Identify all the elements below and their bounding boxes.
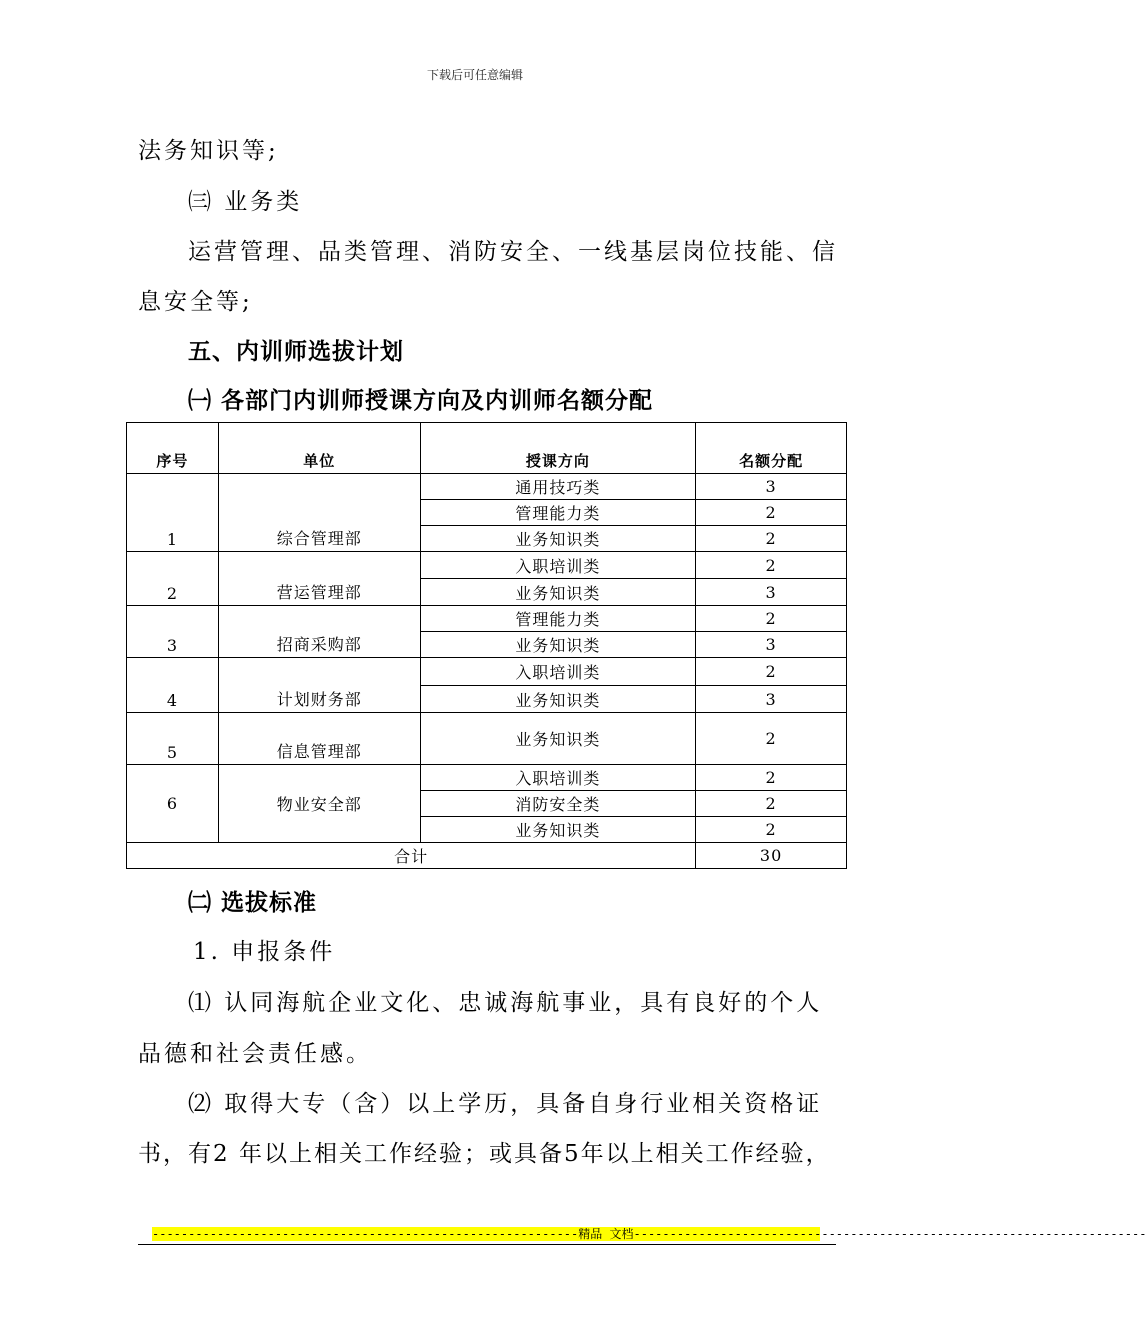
section-heading: ㈢ 业务类 [188,189,303,215]
direction-cell: 入职培训类 [420,552,696,579]
text-line: 品德和社会责任感。 [138,1041,372,1067]
quota-cell: 2 [696,713,847,765]
direction-cell: 业务知识类 [420,686,696,713]
seq-cell: 3 [127,606,219,658]
quota-cell: 3 [696,474,847,500]
table-row [127,474,847,500]
quota-cell: 2 [696,791,847,817]
header-cell: 单位 [218,423,420,474]
table-header-row [127,423,847,474]
quota-cell: 2 [696,606,847,632]
dept-cell: 计划财务部 [218,658,420,713]
total-value: 30 [696,843,847,869]
trainer-allocation-table [126,422,847,869]
direction-cell: 消防安全类 [420,791,696,817]
chapter-heading: 五、内训师选拔计划 [188,339,404,365]
seq-cell: 5 [127,713,219,765]
quota-cell: 3 [696,579,847,606]
text-line: ⑵ 取得大专（含）以上学历，具备自身行业相关资格证 [188,1091,823,1117]
table-row [127,765,847,791]
page-header: 下载后可任意编辑 [426,68,523,82]
text-line: 息安全等; [138,289,253,315]
direction-cell: 业务知识类 [420,817,696,843]
seq-cell: 2 [127,552,219,606]
direction-cell: 业务知识类 [420,632,696,658]
dept-cell: 信息管理部 [218,713,420,765]
footer-label: 精品 文档 [578,1227,634,1241]
quota-cell: 2 [696,552,847,579]
direction-cell: 业务知识类 [420,713,696,765]
quota-cell: 2 [696,526,847,552]
table-total-row [127,843,847,869]
footer-dashes-left: ----------------------------------------------------------- [152,1227,579,1241]
footer-rule [138,1244,836,1245]
header-cell: 名额分配 [696,423,847,474]
dept-cell: 招商采购部 [218,606,420,658]
quota-cell: 2 [696,500,847,526]
direction-cell: 管理能力类 [420,500,696,526]
dept-cell: 综合管理部 [218,474,420,552]
table-row [127,552,847,579]
text-line: 法务知识等; [138,138,279,164]
quota-cell: 3 [696,632,847,658]
direction-cell: 通用技巧类 [420,474,696,500]
table-row [127,606,847,632]
footer-dashes-right: ----------------------------------------------------------------------- [633,1227,1146,1241]
text-line: ⑴ 认同海航企业文化、忠诚海航事业，具有良好的个人 [188,990,823,1016]
direction-cell: 入职培训类 [420,765,696,791]
dept-cell: 营运管理部 [218,552,420,606]
seq-cell: 1 [127,474,219,552]
text-line: 运营管理、品类管理、消防安全、一线基层岗位技能、信 [188,239,838,265]
direction-cell: 管理能力类 [420,606,696,632]
header-cell: 授课方向 [420,423,696,474]
header-cell: 序号 [127,423,219,474]
table-row [127,713,847,765]
table-row [127,658,847,686]
subsection-heading: ㈠ 各部门内训师授课方向及内训师名额分配 [188,388,654,414]
text-line: 书，有2 年以上相关工作经验；或具备5年以上相关工作经验， [138,1141,831,1167]
seq-cell: 6 [127,765,219,843]
footer-banner [152,1227,1146,1241]
direction-cell: 业务知识类 [420,526,696,552]
quota-cell: 2 [696,658,847,686]
direction-cell: 业务知识类 [420,579,696,606]
dept-cell: 物业安全部 [218,765,420,843]
quota-cell: 3 [696,686,847,713]
quota-cell: 2 [696,765,847,791]
direction-cell: 入职培训类 [420,658,696,686]
seq-cell: 4 [127,658,219,713]
subsection-heading: ㈡ 选拔标准 [188,890,318,916]
quota-cell: 2 [696,817,847,843]
list-heading: 1. 申报条件 [193,939,336,965]
total-label: 合计 [127,843,696,869]
